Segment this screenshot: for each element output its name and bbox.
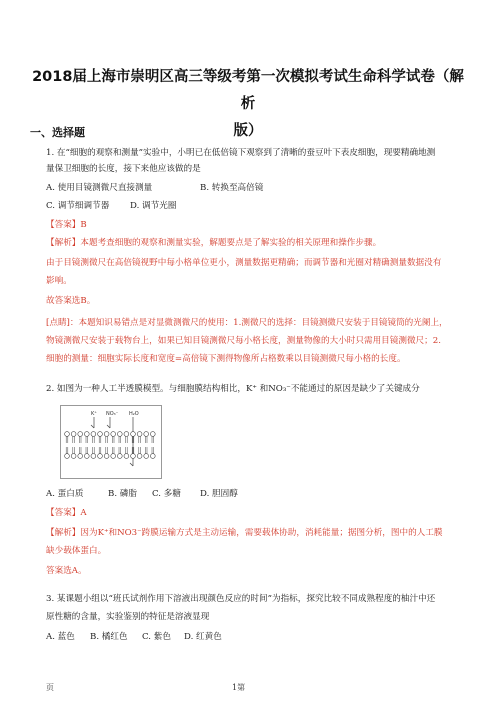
lipid-head: [104, 432, 109, 437]
lipid-head: [137, 432, 142, 437]
q3-option-a: A. 蓝色: [46, 632, 75, 642]
q2-option-b: B. 磷脂: [108, 489, 137, 499]
q1-analysis-line-3: 影响。: [46, 276, 72, 286]
q1-point-line-1: [点睛]：本题知识易错点是对显微测微尺的使用：1.测微尺的选择：目镜测微尺安装于目镜镜筒的光阑上，: [46, 318, 448, 328]
q3-option-d: D. 红黄色: [184, 632, 222, 642]
lipid-head: [84, 432, 89, 437]
q3-option-b: B. 橘红色: [90, 632, 128, 642]
diagram-label-k: K⁺: [91, 411, 97, 417]
lipid-head: [71, 432, 76, 437]
lipid-head: [98, 432, 103, 437]
lipid-head: [144, 454, 149, 459]
lipid-head: [104, 454, 109, 459]
lipid-head: [111, 454, 116, 459]
q1-answer: 【答案】B: [46, 220, 87, 230]
lipid-head: [65, 432, 70, 437]
arrow-k-blocked: [91, 417, 94, 428]
lipid-head: [117, 432, 122, 437]
q2-option-d: D. 胆固醇: [200, 489, 238, 499]
q2-analysis-line-2: 缺少载体蛋白。: [46, 546, 107, 556]
lipid-head: [71, 454, 76, 459]
phospholipid-bilayer: [65, 432, 156, 459]
lipid-head: [111, 432, 116, 437]
lipid-head: [78, 432, 83, 437]
q2-answer: 【答案】A: [46, 508, 87, 518]
q2-option-a: A. 蛋白质: [46, 489, 84, 499]
lipid-head: [124, 454, 129, 459]
arrow-no3-blocked: [107, 417, 110, 428]
diagram-label-no3: NO₃⁻: [106, 411, 119, 417]
lipid-head: [131, 432, 136, 437]
q2-analysis-line-1: 【解析】因为K⁺和NO3⁻跨膜运输方式是主动运输，需要载体协助，消耗能量；据图分析，图中的人工膜: [46, 528, 443, 538]
lipid-head: [65, 454, 70, 459]
q1-select: 故答案选B。: [46, 296, 96, 306]
lipid-head: [131, 454, 136, 459]
q1-option-b: B. 转换至高倍镜: [200, 183, 264, 193]
q1-analysis-line-2: 由于目镜测微尺在高倍镜视野中每小格单位更小，测量数据更精确；而调节器和光圈对精确测量数据没有: [46, 258, 442, 268]
diagram-label-h2o: H₂O: [129, 411, 139, 417]
q1-stem-line-2: 量保卫细胞的长度，接下来他应该做的是: [46, 164, 201, 174]
lipid-head: [137, 454, 142, 459]
page-title: [30, 64, 466, 145]
q3-stem-line-1: 3. 某课题小组以“班氏试剂作用下溶液出现颜色反应的时间”为指标，探究比较不同成熟程度的柚汁中还: [46, 594, 436, 604]
q2-stem: 2. 如图为一种人工半透膜模型。与细胞膜结构相比，K⁺ 和NO₃⁻不能通过的原因是缺少了关键成分: [46, 384, 420, 394]
q1-point-line-2: 物镜测微尺安装于载物台上，如果已知目镜测微尺每小格长度，测量物像的大小时只需用目镜测微尺；2.: [46, 336, 441, 346]
lipid-head: [78, 454, 83, 459]
q1-option-c: C. 调节细调节器: [46, 201, 110, 211]
membrane-svg: [61, 406, 161, 478]
lipid-head: [98, 454, 103, 459]
lipid-head: [124, 432, 129, 437]
q1-stem-line-1: 1. 在“细胞的观察和测量”实验中，小明已在低倍镜下观察到了清晰的蚕豆叶下表皮细胞，现要精确地测: [46, 148, 436, 158]
lipid-head: [150, 432, 155, 437]
lipid-head: [144, 432, 149, 437]
lipid-head: [91, 432, 96, 437]
membrane-diagram: [60, 405, 162, 479]
lipid-head: [84, 454, 89, 459]
title-line-1: 2018届上海市崇明区高三等级考第一次模拟考试生命科学试卷（解析: [32, 69, 464, 112]
q3-stem-line-2: 原性糖的含量，实验鉴别的特征是溶液显现: [46, 612, 210, 622]
q3-option-c: C. 紫色: [142, 632, 171, 642]
q1-analysis-line-1: 【解析】本题考查细胞的观察和测量实验，解题要点是了解实验的相关原理和操作步骤。: [46, 238, 382, 248]
q2-option-c: C. 多糖: [152, 489, 181, 499]
q1-option-a: A. 使用目镜测微尺直接测量: [46, 183, 153, 193]
lipid-head: [150, 454, 155, 459]
section-heading: 一、选择题: [30, 126, 85, 139]
lipid-head: [91, 454, 96, 459]
footer-left: 页: [46, 683, 54, 692]
footer-page-number: 1第: [232, 683, 246, 692]
q1-point-line-3: 细胞的测量：细胞实际长度和宽度=高倍镜下测得物像所占格数乘以目镜测微尺每小格的长度。: [46, 354, 406, 364]
title-line-2: 版）: [233, 123, 263, 139]
q2-select: 答案选A。: [46, 566, 87, 576]
lipid-head: [117, 454, 122, 459]
q1-option-d: D. 调节光圈: [130, 201, 177, 211]
